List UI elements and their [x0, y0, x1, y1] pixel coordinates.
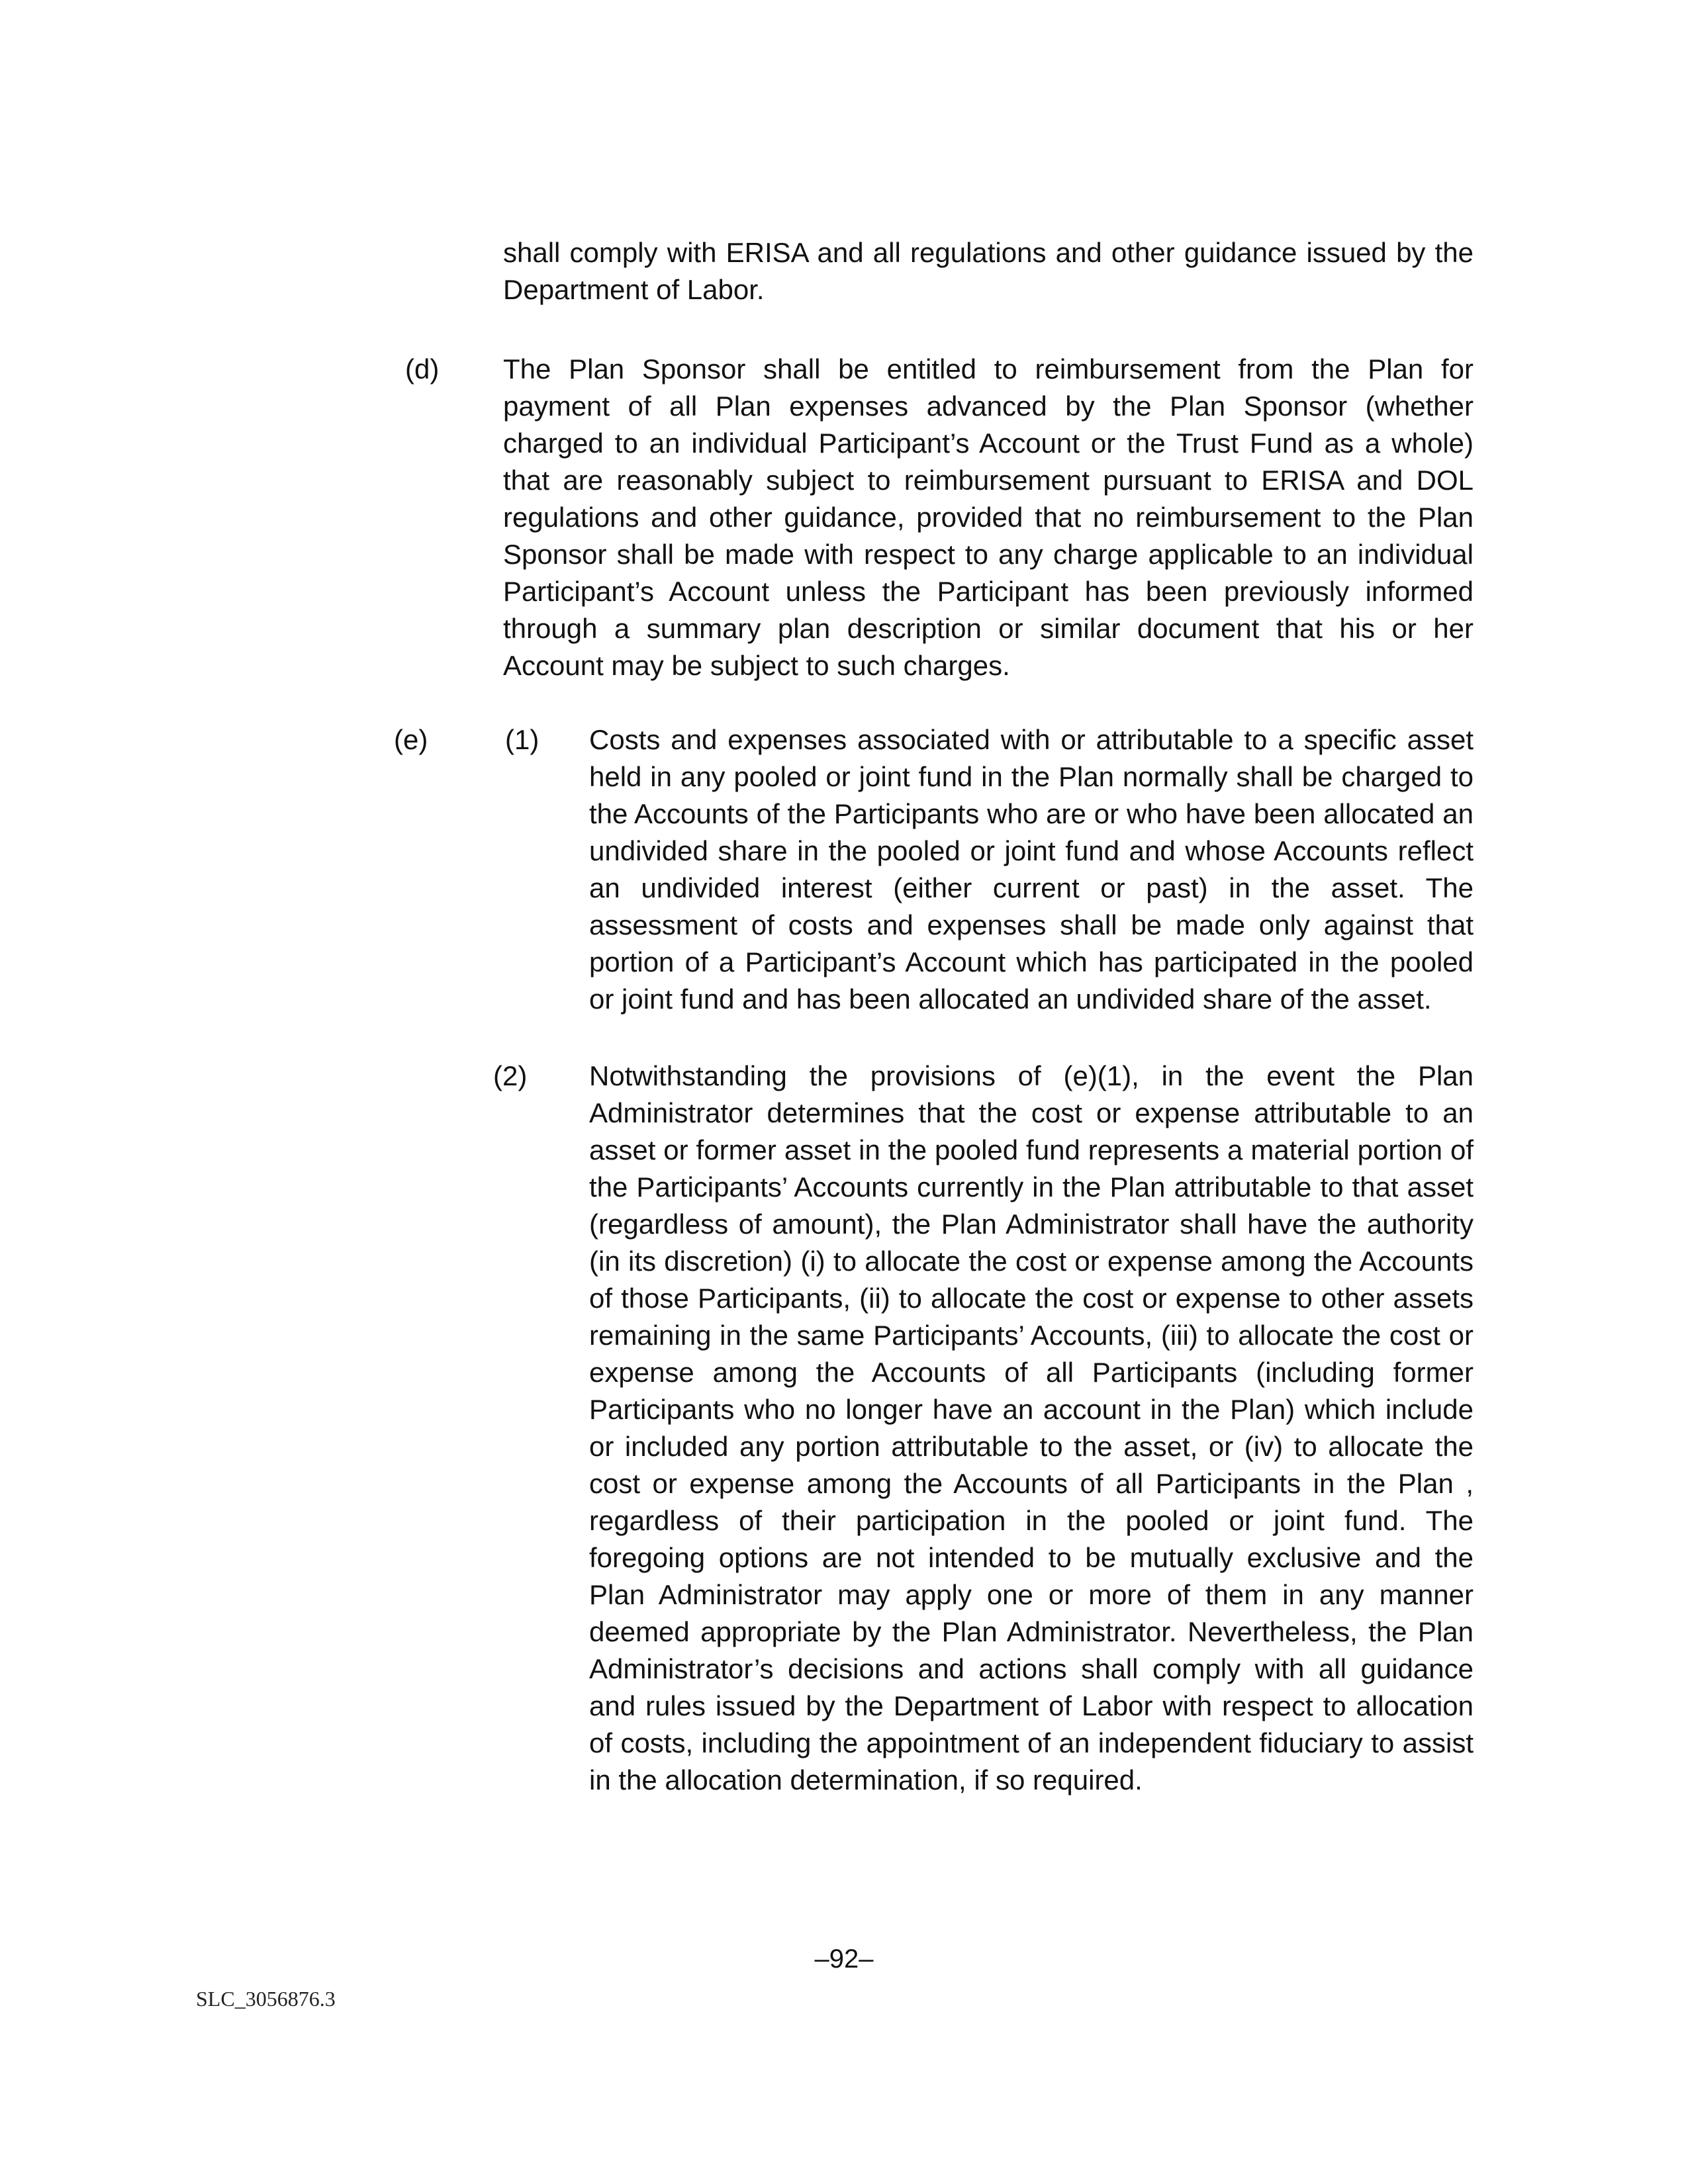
section-e-label: (e) [394, 724, 428, 755]
section-e2-label: (2) [493, 1060, 528, 1091]
section-e1-paragraph: Costs and expenses associated with or attributable to a specific asset held in any pooled or joint fund in the Plan normally shall be charged to the Accounts of the Participants who are or who have been allocated an undivided share in the pooled or joint fund and whose Accounts reflect an undivided interest (either current or past) in the asset. The assessment of costs and expenses shall be made only against that portion of a Participant’s Account which has participated in the pooled or joint fund and has been allocated an undivided share of the asset. [589, 724, 1474, 1015]
section-d-paragraph: The Plan Sponsor shall be entitled to reimbursement from the Plan for payment of all Plan expenses advanced by the Plan Sponsor (whether charged to an individual Participant’s Account or the Trust Fund as a whole) that are reasonably subject to reimbursement pursuant to ERISA and DOL regulations and other guidance, provided that no reimbursement to the Plan Sponsor shall be made with respect to any charge applicable to an individual Participant’s Account unless the Participant has been previously informed through a summary plan description or similar document that his or her Account may be subject to such charges. [503, 353, 1474, 681]
section-e1-label: (1) [505, 724, 539, 755]
page-number: –92– [814, 1944, 874, 1974]
section-d-label: (d) [405, 353, 440, 385]
document-id: SLC_3056876.3 [196, 1987, 336, 2011]
section-e2-paragraph: Notwithstanding the provisions of (e)(1), in the event the Plan Administrator determines that the cost or expense attributable to an asset or former asset in the pooled fund represents a material portion of the Participants’ Accounts currently in the Plan attributable to that asset (regardless of amount), the Plan Administrator shall have the authority (in its discretion) (i) to allocate the cost or expense among the Accounts of those Participants, (ii) to allocate the cost or expense to other assets remaining in the same Participants’ Accounts, (iii) to allocate the cost or expense among the Accounts of all Participants (including former Participants who no longer have an account in the Plan) which include or included any portion attributable to the asset, or (iv) to allocate the cost or expense among the Accounts of all Participants in the Plan , regardless of their participation in the pooled or joint fund. The foregoing options are not intended to be mutually exclusive and the Plan Administrator may apply one or more of them in any manner deemed appropriate by the Plan Administrator. Nevertheless, the Plan Administrator’s decisions and actions shall comply with all guidance and rules issued by the Department of Labor with respect to allocation of costs, including the appointment of an independent fiduciary to assist in the allocation determination, if so required. [589, 1060, 1474, 1796]
continuation-paragraph: shall comply with ERISA and all regulations and other guidance issued by the Department of Labor. [503, 237, 1474, 305]
